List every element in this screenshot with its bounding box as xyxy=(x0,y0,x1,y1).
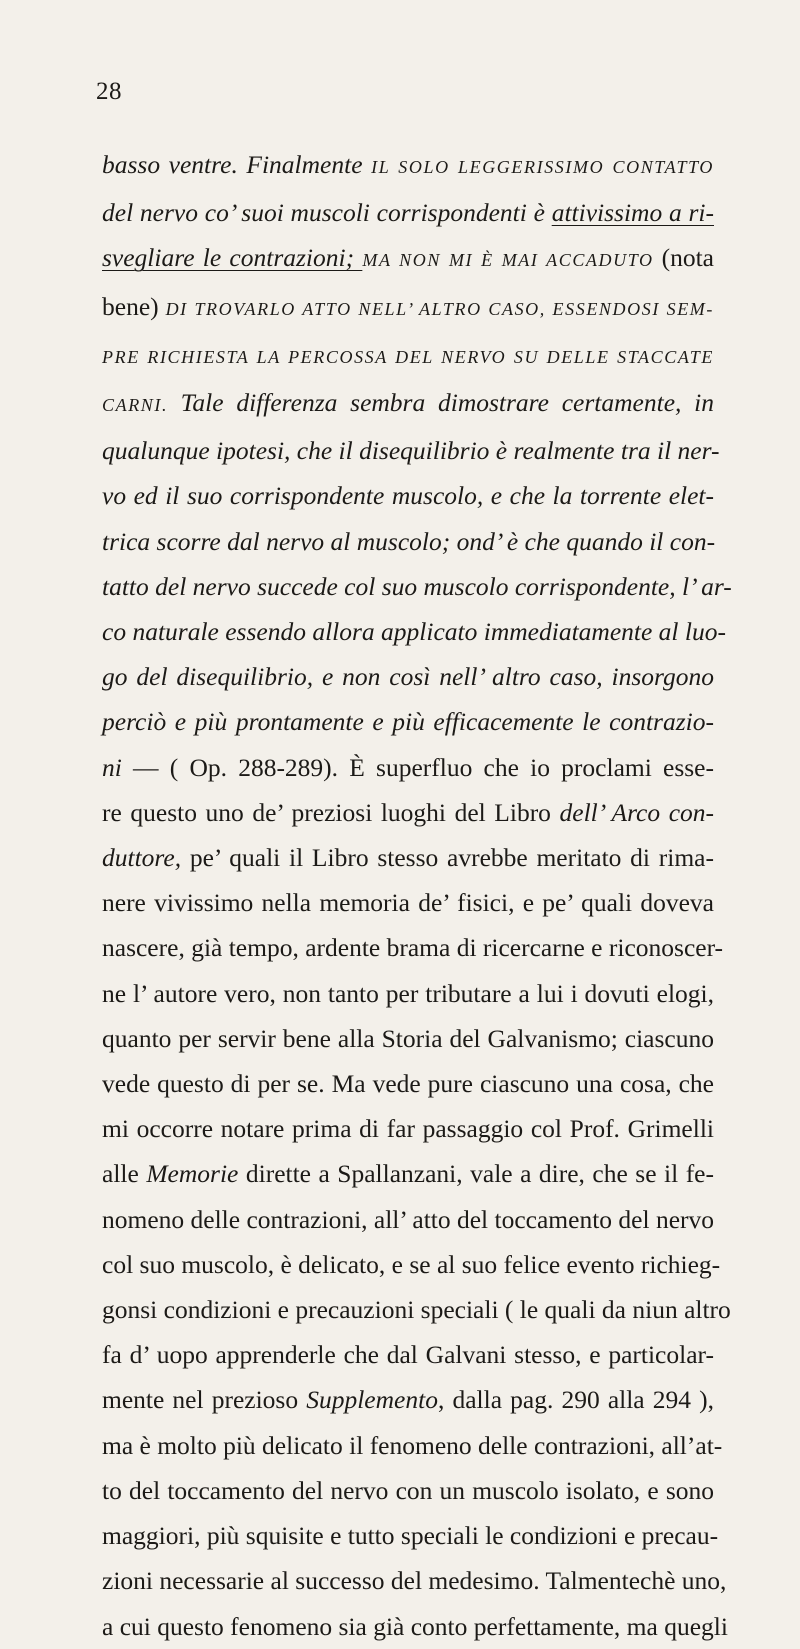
text-segment: mi occorre notare prima di far passaggio col Prof. Grimelli xyxy=(102,1114,714,1144)
text-segment: PRE RICHIESTA LA PERCOSSA DEL NERVO SU DELLE STACCATE xyxy=(102,346,714,367)
text-line xyxy=(102,190,714,235)
text-line xyxy=(102,284,714,332)
text-segment: pe’ quali il Libro stesso avrebbe meritato di rima- xyxy=(189,843,714,873)
text-segment: dell’ Arco con- xyxy=(559,797,714,827)
text-line xyxy=(102,925,724,970)
text-segment: fa d’ uopo apprenderle che dal Galvani stesso, e particolar- xyxy=(102,1340,714,1370)
body-text xyxy=(102,142,732,1649)
text-segment: MA NON MI È MAI ACCADUTO xyxy=(362,250,662,271)
text-line xyxy=(102,428,720,473)
text-segment: bene) xyxy=(102,291,166,321)
text-line xyxy=(102,564,732,609)
text-line xyxy=(102,790,714,835)
text-segment: svegliare le contrazioni; xyxy=(102,243,363,273)
text-segment: basso ventre. Finalmente xyxy=(102,150,372,179)
text-segment: ma è molto più delicato il fenomeno delle contrazioni, all’at- xyxy=(102,1430,723,1460)
text-line xyxy=(102,1287,731,1332)
text-segment: vede questo di per se. Ma vede pure ciascuno una cosa, che xyxy=(102,1069,714,1099)
text-line xyxy=(102,1468,714,1513)
text-line xyxy=(102,971,714,1016)
text-segment: a cui questo fenomeno sia già conto perfettamente, ma quegli xyxy=(102,1611,728,1641)
text-segment: alle xyxy=(102,1159,147,1189)
text-segment: go del disequilibrio, e non così nell’ altro caso, insorgono xyxy=(102,662,714,692)
text-line xyxy=(102,1513,719,1558)
text-segment: qualunque ipotesi, che il disequilibrio è realmente tra il ner- xyxy=(102,436,720,466)
text-line xyxy=(102,1377,714,1422)
text-segment: perciò e più prontamente e più efficacemente le contrazio- xyxy=(102,707,714,737)
text-segment: maggiori, più squisite e tutto speciali le condizioni e precau- xyxy=(102,1521,719,1551)
text-segment: mente nel prezioso xyxy=(102,1385,307,1415)
text-segment: quanto per servir bene alla Storia del Galvanismo; ciascuno xyxy=(102,1023,714,1053)
text-segment: IL SOLO LEGGERISSIMO CONTATTO xyxy=(371,157,714,177)
text-segment: gonsi condizioni e precauzioni speciali ( le quali da niun altro xyxy=(102,1295,731,1325)
text-line xyxy=(102,1061,714,1106)
text-segment: Tale differenza sembra dimostrare certamente, in xyxy=(180,388,714,418)
text-line xyxy=(102,835,714,880)
text-segment: dirette a Spallanzani, vale a dire, che se il fe- xyxy=(238,1159,714,1189)
text-line xyxy=(102,235,714,283)
text-line xyxy=(102,142,714,190)
text-segment: trica scorre dal nervo al muscolo; ond’ è che quando il con- xyxy=(102,526,716,556)
text-line xyxy=(102,1016,714,1061)
text-segment: — ( Op. 288-289). È superfluo che io proclami esse- xyxy=(121,752,714,782)
text-line xyxy=(102,519,714,564)
text-line xyxy=(102,1151,714,1196)
text-line xyxy=(102,473,714,518)
text-segment: to del toccamento del nervo con un muscolo isolato, e sono xyxy=(102,1475,714,1505)
text-segment: zioni necessarie al successo del medesimo. Talmentechè uno, xyxy=(102,1566,727,1596)
text-segment: ni xyxy=(102,752,122,782)
text-segment: Memorie xyxy=(146,1159,239,1189)
text-line xyxy=(102,699,714,744)
text-line xyxy=(102,1604,728,1649)
text-line xyxy=(102,1106,714,1151)
text-segment: nascere, già tempo, ardente brama di ricercarne e riconoscer- xyxy=(102,933,724,963)
text-segment: tatto del nervo succede col suo muscolo corrispondente, l’ ar- xyxy=(102,571,732,601)
text-segment: (nota xyxy=(661,243,714,273)
text-segment: re questo uno de’ preziosi luoghi del Libro xyxy=(102,797,560,827)
text-line xyxy=(102,380,714,428)
text-line xyxy=(102,1332,714,1377)
text-line xyxy=(102,1197,714,1242)
text-segment: co naturale essendo allora applicato immediatamente al luo- xyxy=(102,617,726,647)
text-segment: attivissimo a ri- xyxy=(551,198,714,228)
text-segment: nomeno delle contrazioni, all’ atto del toccamento del nervo xyxy=(102,1204,714,1234)
text-line xyxy=(102,745,714,790)
text-segment: Supplemento xyxy=(306,1385,438,1415)
page-number: 28 xyxy=(96,78,122,105)
text-line xyxy=(102,654,714,699)
text-line xyxy=(102,609,726,654)
text-segment: nere vivissimo nella memoria de’ fisici, e pe’ quali doveva xyxy=(102,888,714,918)
text-segment: del nervo co’ suoi muscoli corrispondenti è xyxy=(102,198,552,228)
text-line xyxy=(102,1558,727,1603)
text-segment: DI TROVARLO ATTO NELL’ ALTRO CASO, ESSENDOSI SEM- xyxy=(165,298,714,319)
text-line xyxy=(102,1423,723,1468)
text-line xyxy=(102,880,714,925)
text-segment: duttore, xyxy=(102,843,190,873)
text-line xyxy=(102,1242,721,1287)
text-segment: ne l’ autore vero, non tanto per tributare a lui i dovuti elogi, xyxy=(102,978,714,1008)
text-segment: , dalla pag. 290 alla 294 ), xyxy=(437,1385,714,1415)
text-segment: vo ed il suo corrispondente muscolo, e che la torrente elet- xyxy=(102,481,714,511)
text-segment: col suo muscolo, è delicato, e se al suo felice evento richieg- xyxy=(102,1249,721,1279)
text-segment: CARNI. xyxy=(102,395,181,416)
text-line xyxy=(102,332,714,380)
